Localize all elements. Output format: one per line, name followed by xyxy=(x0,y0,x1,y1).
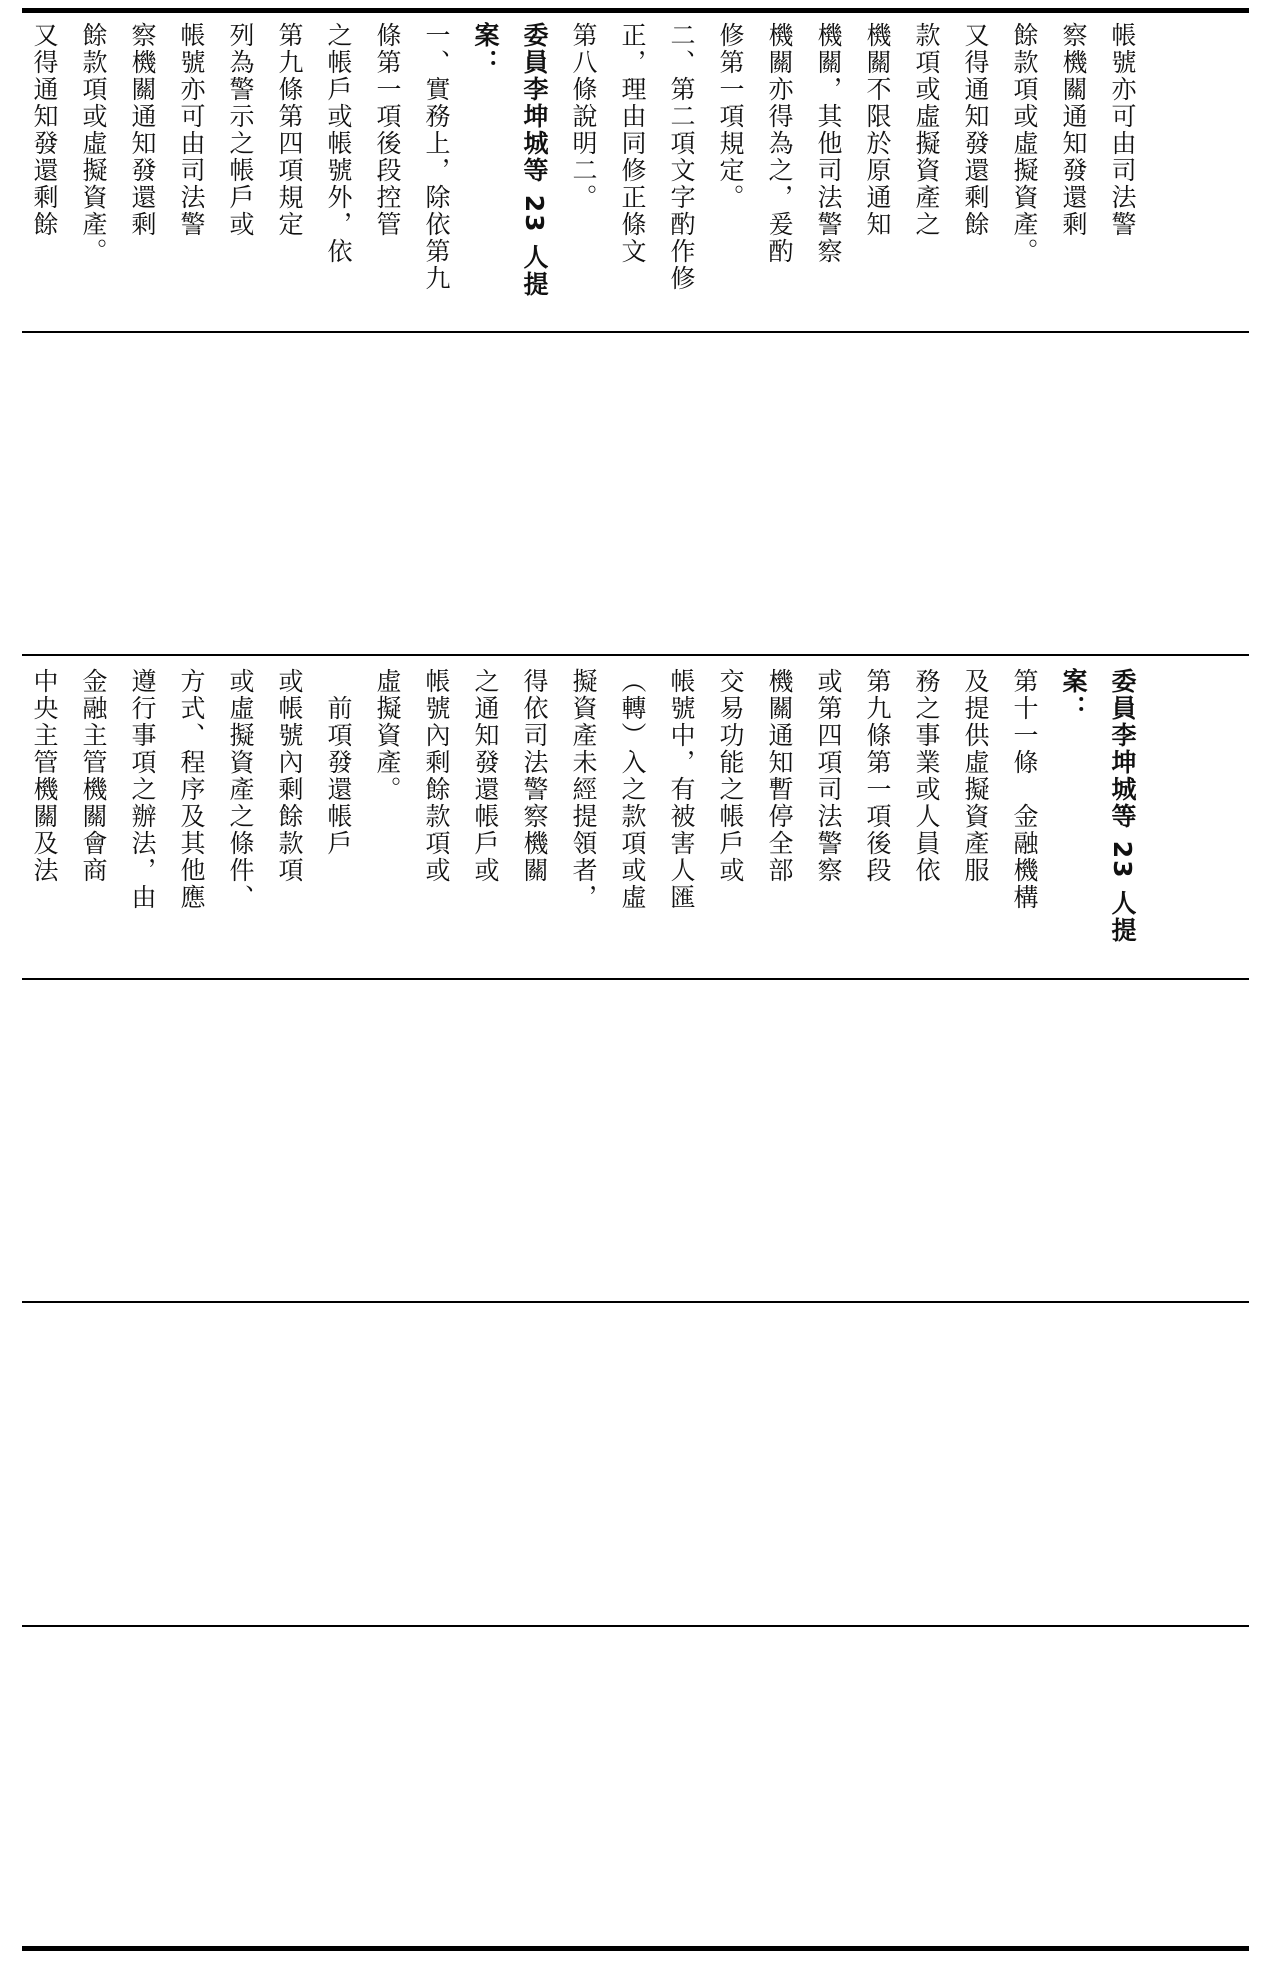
article-line: 方式、程序及其他應 xyxy=(177,668,206,911)
text-line: 第八條說明二。 xyxy=(569,22,598,211)
article-line: 或虛擬資產之條件、 xyxy=(226,668,255,911)
article-line: 虛擬資產。 xyxy=(373,668,402,803)
article-line: 第十一條 金融機構 xyxy=(1010,668,1039,911)
bottom-rule xyxy=(22,1946,1249,1951)
text-block-2 xyxy=(20,668,1147,970)
text-line: 第九條第四項規定 xyxy=(275,22,304,238)
text-line: 列為警示之帳戶或 xyxy=(226,22,255,238)
article-line: 金融主管機關會商 xyxy=(79,668,108,884)
article-line-amended: 或第四項司法警察 xyxy=(814,668,843,884)
article-line: 機關通知暫停全部 xyxy=(765,668,794,884)
text-line: 機關亦得為之，爰酌 xyxy=(765,22,794,265)
text-line: 修第一項規定。 xyxy=(716,22,745,211)
text-line: 餘款項或虛擬資產。 xyxy=(79,22,108,265)
text-line: 又得通知發還剩餘 xyxy=(961,22,990,238)
row-divider xyxy=(22,1301,1249,1303)
row-divider xyxy=(22,654,1249,656)
article-line: 之通知發還帳戶或 xyxy=(471,668,500,884)
article-line: 遵行事項之辦法，由 xyxy=(128,668,157,911)
text-line: 餘款項或虛擬資產。 xyxy=(1010,22,1039,265)
top-rule xyxy=(22,8,1249,13)
article-line-amended: 得依司法警察機關 xyxy=(520,668,549,884)
proposer-heading-cont: 案： xyxy=(471,22,500,76)
article-line: 擬資產未經提領者， xyxy=(569,668,598,911)
text-line: 正，理由同修正條文 xyxy=(618,22,647,265)
article-line: 帳號中，有被害人匯 xyxy=(667,668,696,911)
text-line: 一、實務上，除依第九 xyxy=(422,22,451,292)
article-line: 帳號內剩餘款項或 xyxy=(422,668,451,884)
article-line: 務之事業或人員依 xyxy=(912,668,941,884)
article-line: 或帳號內剩餘款項 xyxy=(275,668,304,884)
text-line: 二、第二項文字酌作修 xyxy=(667,22,696,292)
article-line: （轉）入之款項或虛 xyxy=(618,668,647,911)
text-line: 察機關通知發還剩 xyxy=(1059,22,1088,238)
text-line: 機關，其他司法警察 xyxy=(814,22,843,265)
article-line: 及提供虛擬資產服 xyxy=(961,668,990,884)
text-line: 條第一項後段控管 xyxy=(373,22,402,238)
article-line: 第九條第一項後段 xyxy=(863,668,892,884)
text-block-1 xyxy=(20,22,1147,324)
proposer-heading: 委員李坤城等 23 人提 xyxy=(1108,668,1137,945)
article-line: 前項發還帳戶 xyxy=(324,668,353,857)
text-line: 款項或虛擬資產之 xyxy=(912,22,941,238)
row-divider xyxy=(22,978,1249,980)
text-line: 之帳戶或帳號外，依 xyxy=(324,22,353,265)
text-line: 機關不限於原通知 xyxy=(863,22,892,238)
row-divider xyxy=(22,1625,1249,1627)
article-line: 交易功能之帳戶或 xyxy=(716,668,745,884)
proposer-heading-cont: 案： xyxy=(1059,668,1088,722)
article-line: 中央主管機關及法 xyxy=(30,668,59,884)
text-line: 又得通知發還剩餘 xyxy=(30,22,59,238)
proposer-heading: 委員李坤城等 23 人提 xyxy=(520,22,549,299)
text-line: 察機關通知發還剩 xyxy=(128,22,157,238)
row-divider xyxy=(22,331,1249,333)
text-line: 帳號亦可由司法警 xyxy=(177,22,206,238)
text-line: 帳號亦可由司法警 xyxy=(1108,22,1137,238)
